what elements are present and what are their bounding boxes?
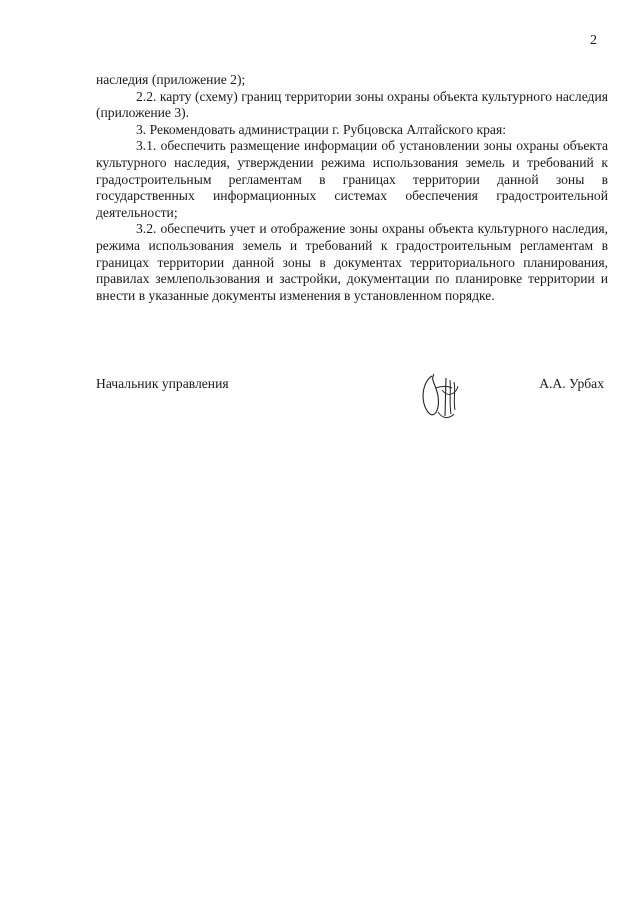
- page-number: 2: [590, 33, 597, 48]
- signatory-title: Начальник управления: [96, 376, 229, 391]
- paragraph-3-1: 3.1. обеспечить размещение информации об установлении зоны охраны объекта культурного наследия, утверждении режима использования земель и требований к градостроительным регламентам в границах территории данной зоны в государственных информационных системах обеспечения градостроительной деятельности;: [96, 138, 608, 220]
- paragraph-2-2: 2.2. карту (схему) границ территории зоны охраны объекта культурного наследия (приложение 3).: [96, 88, 608, 121]
- paragraph-3: 3. Рекомендовать администрации г. Рубцовска Алтайского края:: [136, 121, 506, 137]
- handwritten-signature: [418, 368, 474, 430]
- signatory-name: А.А. Урбах: [539, 376, 604, 391]
- paragraph-continuation: наследия (приложение 2);: [96, 72, 246, 87]
- document-body: [96, 72, 608, 304]
- paragraph-3-2: 3.2. обеспечить учет и отображение зоны охраны объекта культурного наследия, режима использования земель и требований к градостроительным регламентам в границах территории данной зоны в документах территориального планирования, правилах землепользования и застройки, документации по планировке территории и внести в указанные документы изменения в установленном порядке.: [96, 221, 608, 303]
